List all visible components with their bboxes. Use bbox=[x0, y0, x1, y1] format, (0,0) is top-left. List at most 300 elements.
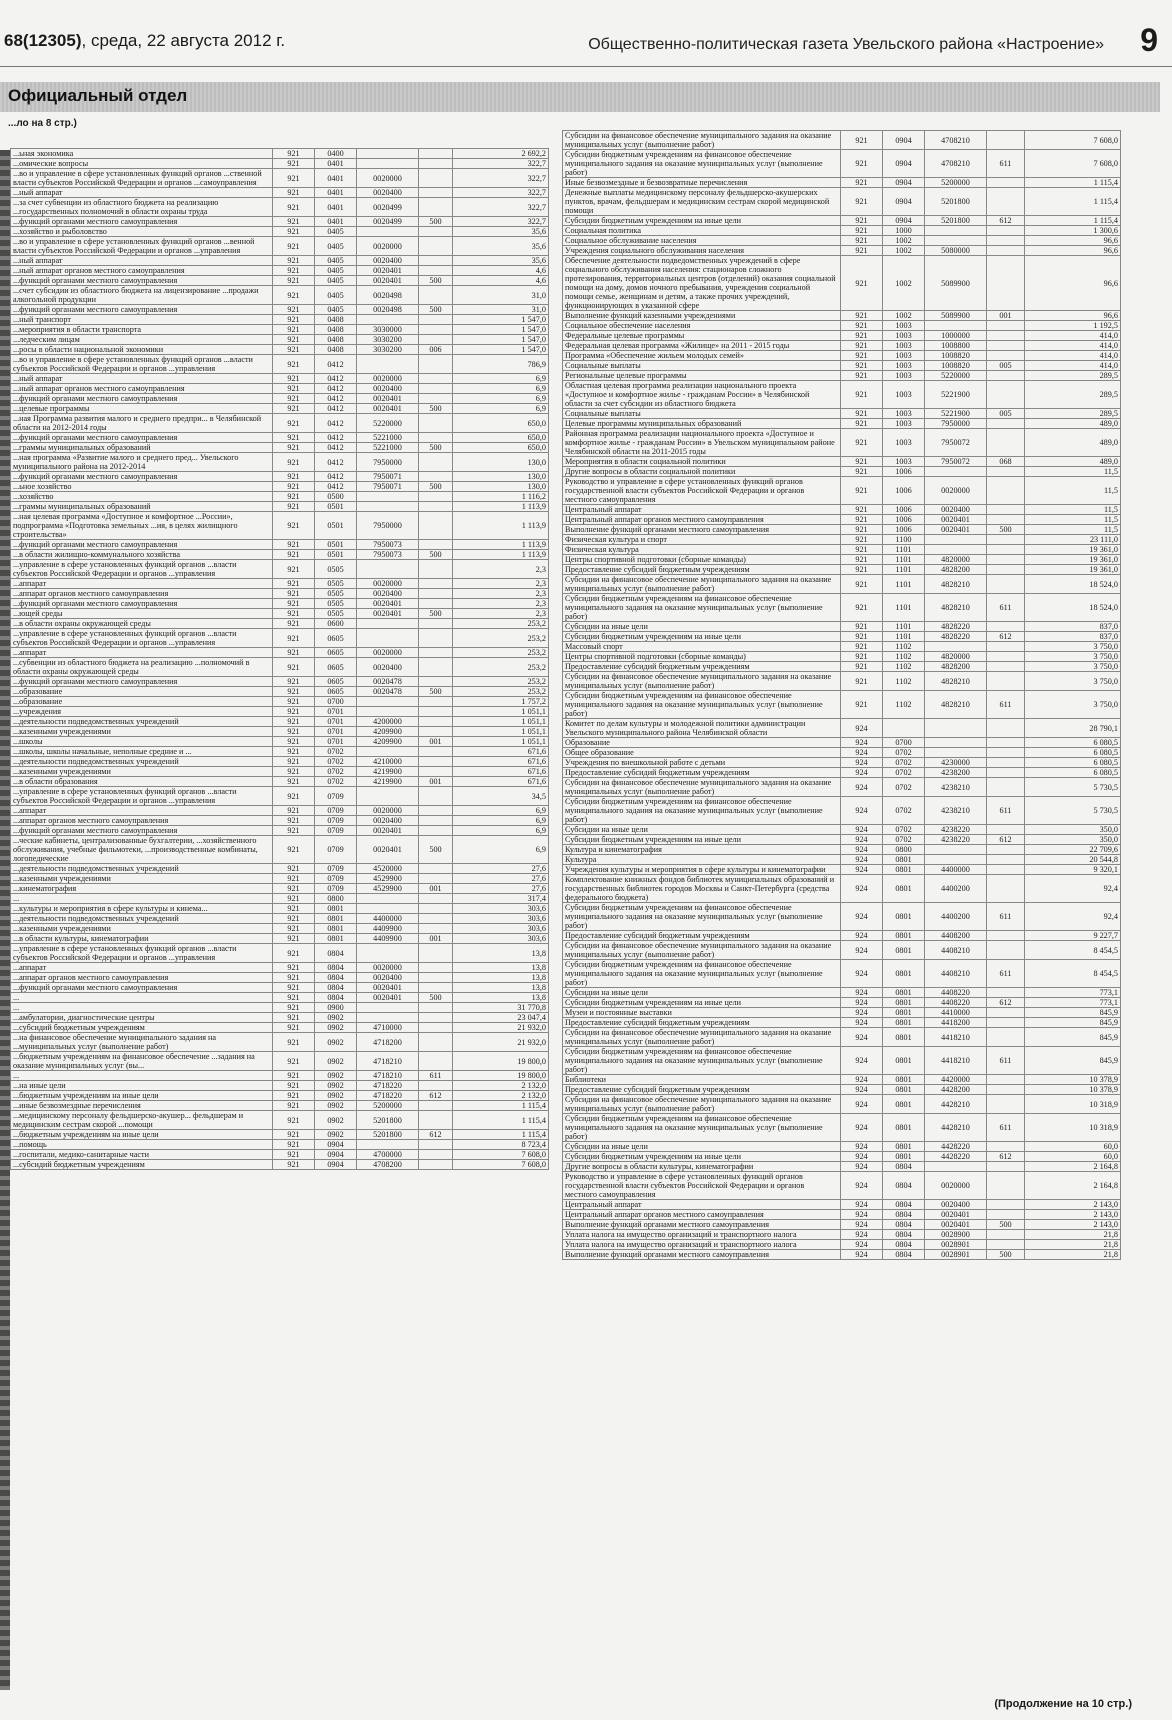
row-target: 4408220 bbox=[925, 998, 987, 1008]
row-type bbox=[419, 697, 453, 707]
row-section: 0709 bbox=[315, 816, 357, 826]
row-section: 0804 bbox=[883, 1200, 925, 1210]
row-section: 0902 bbox=[315, 1081, 357, 1091]
row-type bbox=[987, 1230, 1025, 1240]
table-row bbox=[11, 227, 549, 237]
row-type bbox=[987, 341, 1025, 351]
row-type bbox=[987, 1085, 1025, 1095]
table-row bbox=[563, 1028, 1121, 1047]
row-dept: 921 bbox=[273, 707, 315, 717]
row-section: 0412 bbox=[315, 414, 357, 433]
row-name: Центры спортивной подготовки (сборные команды) bbox=[563, 652, 841, 662]
row-section: 0702 bbox=[883, 758, 925, 768]
row-dept: 921 bbox=[841, 341, 883, 351]
row-amount: 27,6 bbox=[453, 874, 549, 884]
row-section: 1102 bbox=[883, 691, 925, 719]
row-target bbox=[925, 642, 987, 652]
row-dept: 921 bbox=[273, 1052, 315, 1071]
row-dept: 921 bbox=[841, 691, 883, 719]
table-row bbox=[11, 1023, 549, 1033]
row-dept: 924 bbox=[841, 778, 883, 797]
row-section: 1003 bbox=[883, 331, 925, 341]
row-type bbox=[419, 149, 453, 159]
row-target: 5089900 bbox=[925, 311, 987, 321]
row-dept: 921 bbox=[273, 1150, 315, 1160]
row-section: 0801 bbox=[883, 1008, 925, 1018]
row-target: 5201800 bbox=[925, 216, 987, 226]
row-name: Центры спортивной подготовки (сборные команды) bbox=[563, 555, 841, 565]
row-section: 0702 bbox=[883, 825, 925, 835]
row-amount: 414,0 bbox=[1025, 361, 1121, 371]
row-name: Субсидии бюджетным учреждениям на иные цели bbox=[563, 632, 841, 642]
row-section: 0801 bbox=[883, 1047, 925, 1075]
row-dept: 924 bbox=[841, 768, 883, 778]
row-amount: 130,0 bbox=[453, 472, 549, 482]
row-section: 0702 bbox=[883, 835, 925, 845]
row-amount: 4,6 bbox=[453, 266, 549, 276]
table-row bbox=[11, 276, 549, 286]
row-name: ...в области жилищно-коммунального хозяйства bbox=[11, 550, 273, 560]
row-section: 0801 bbox=[315, 934, 357, 944]
row-dept: 921 bbox=[841, 515, 883, 525]
row-type bbox=[419, 707, 453, 717]
row-amount: 253,2 bbox=[453, 687, 549, 697]
table-row bbox=[563, 381, 1121, 409]
row-amount: 845,9 bbox=[1025, 1028, 1121, 1047]
row-target: 0020000 bbox=[357, 169, 419, 188]
row-name: ...во и управление в сфере установленных функций органов ...ственной власти субъектов Российской Федерации и органов ...самоуправления bbox=[11, 169, 273, 188]
row-section: 0501 bbox=[315, 550, 357, 560]
row-name: ...ный транспорт bbox=[11, 315, 273, 325]
row-type bbox=[987, 381, 1025, 409]
row-section: 0501 bbox=[315, 540, 357, 550]
row-amount: 1 115,4 bbox=[1025, 188, 1121, 216]
table-row bbox=[563, 321, 1121, 331]
row-type: 500 bbox=[419, 276, 453, 286]
row-section: 1102 bbox=[883, 672, 925, 691]
row-target bbox=[357, 355, 419, 374]
row-target: 0020401 bbox=[357, 826, 419, 836]
row-amount: 253,2 bbox=[453, 677, 549, 687]
row-dept: 924 bbox=[841, 941, 883, 960]
row-type bbox=[419, 589, 453, 599]
row-dept: 921 bbox=[273, 286, 315, 305]
row-dept: 921 bbox=[273, 1130, 315, 1140]
row-target bbox=[357, 149, 419, 159]
row-type bbox=[419, 374, 453, 384]
row-type bbox=[419, 914, 453, 924]
row-section: 0400 bbox=[315, 149, 357, 159]
row-dept: 921 bbox=[273, 697, 315, 707]
row-dept: 924 bbox=[841, 1200, 883, 1210]
row-amount: 253,2 bbox=[453, 619, 549, 629]
row-section: 0804 bbox=[315, 973, 357, 983]
row-name: Предоставление субсидий бюджетным учреждениям bbox=[563, 662, 841, 672]
table-row bbox=[563, 226, 1121, 236]
row-name: Региональные целевые программы bbox=[563, 371, 841, 381]
row-dept: 921 bbox=[841, 467, 883, 477]
row-target: 4718220 bbox=[357, 1091, 419, 1101]
page-number: 9 bbox=[1140, 22, 1158, 58]
table-row bbox=[11, 315, 549, 325]
row-target: 7950000 bbox=[357, 512, 419, 540]
row-name: ...функций органами местного самоуправления bbox=[11, 394, 273, 404]
table-row bbox=[563, 457, 1121, 467]
row-amount: 845,9 bbox=[1025, 1047, 1121, 1075]
table-row bbox=[11, 609, 549, 619]
row-amount: 10 378,9 bbox=[1025, 1085, 1121, 1095]
row-name: Учреждения культуры и мероприятия в сфере культуры и кинематографии bbox=[563, 865, 841, 875]
row-section: 0702 bbox=[315, 767, 357, 777]
table-row bbox=[563, 903, 1121, 931]
row-section: 1000 bbox=[883, 226, 925, 236]
table-row bbox=[563, 672, 1121, 691]
row-section: 0902 bbox=[315, 1071, 357, 1081]
table-row bbox=[563, 825, 1121, 835]
row-amount: 289,5 bbox=[1025, 409, 1121, 419]
row-target: 4520000 bbox=[357, 864, 419, 874]
row-section: 0702 bbox=[315, 777, 357, 787]
row-dept: 921 bbox=[273, 826, 315, 836]
row-dept: 921 bbox=[841, 555, 883, 565]
row-dept: 921 bbox=[273, 777, 315, 787]
table-row bbox=[11, 884, 549, 894]
row-target: 4718210 bbox=[357, 1071, 419, 1081]
table-row bbox=[563, 1075, 1121, 1085]
row-type bbox=[987, 662, 1025, 672]
row-dept: 921 bbox=[273, 787, 315, 806]
table-row bbox=[563, 311, 1121, 321]
row-amount: 489,0 bbox=[1025, 429, 1121, 457]
row-dept: 921 bbox=[273, 453, 315, 472]
table-row bbox=[563, 1008, 1121, 1018]
row-target bbox=[357, 747, 419, 757]
row-dept: 921 bbox=[841, 622, 883, 632]
row-name: ...функций органами местного самоуправления bbox=[11, 433, 273, 443]
table-row bbox=[11, 767, 549, 777]
row-section: 0412 bbox=[315, 472, 357, 482]
row-type bbox=[419, 512, 453, 540]
row-name: Социальные выплаты bbox=[563, 409, 841, 419]
table-row bbox=[11, 492, 549, 502]
row-name: ...росы в области национальной экономики bbox=[11, 345, 273, 355]
row-amount: 671,6 bbox=[453, 767, 549, 777]
row-section: 0804 bbox=[315, 944, 357, 963]
row-section: 0702 bbox=[315, 757, 357, 767]
row-target: 4828210 bbox=[925, 691, 987, 719]
row-type: 500 bbox=[419, 550, 453, 560]
row-name: ...аппарат bbox=[11, 963, 273, 973]
row-amount: 1 547,0 bbox=[453, 345, 549, 355]
row-target: 0020400 bbox=[357, 658, 419, 677]
table-row bbox=[11, 266, 549, 276]
row-amount: 2 132,0 bbox=[453, 1091, 549, 1101]
row-section: 0801 bbox=[315, 904, 357, 914]
row-name: Предоставление субсидий бюджетным учреждениям bbox=[563, 565, 841, 575]
row-dept: 921 bbox=[273, 345, 315, 355]
row-type bbox=[987, 778, 1025, 797]
row-section: 0408 bbox=[315, 315, 357, 325]
row-target: 7950071 bbox=[357, 482, 419, 492]
row-target: 4409900 bbox=[357, 934, 419, 944]
row-target: 0020401 bbox=[357, 609, 419, 619]
row-type bbox=[419, 315, 453, 325]
row-section: 1006 bbox=[883, 515, 925, 525]
table-row bbox=[11, 717, 549, 727]
row-target: 4408220 bbox=[925, 988, 987, 998]
row-section: 0405 bbox=[315, 286, 357, 305]
row-section: 0801 bbox=[883, 1114, 925, 1142]
row-amount: 9 320,1 bbox=[1025, 865, 1121, 875]
row-name: Предоставление субсидий бюджетным учреждениям bbox=[563, 768, 841, 778]
row-name: Выполнение функций органами местного самоуправления bbox=[563, 1220, 841, 1230]
row-name: Предоставление субсидий бюджетным учреждениям bbox=[563, 1085, 841, 1095]
row-dept: 921 bbox=[841, 351, 883, 361]
row-section: 1006 bbox=[883, 505, 925, 515]
row-name: Областная целевая программа реализации национального проекта «Доступное и комфортное жилье - гражданам России» в Челябинской области за счет субсидии из областного бюджета bbox=[563, 381, 841, 409]
row-amount: 10 318,9 bbox=[1025, 1114, 1121, 1142]
table-row bbox=[11, 944, 549, 963]
row-section: 0709 bbox=[315, 884, 357, 894]
row-amount: 13,8 bbox=[453, 963, 549, 973]
row-section: 0701 bbox=[315, 707, 357, 717]
row-type bbox=[987, 768, 1025, 778]
row-target bbox=[357, 904, 419, 914]
table-row bbox=[563, 960, 1121, 988]
row-dept: 924 bbox=[841, 1172, 883, 1200]
row-name: Федеральная целевая программа «Жилище» на 2011 - 2015 годы bbox=[563, 341, 841, 351]
row-type: 500 bbox=[419, 217, 453, 227]
row-target: 4238210 bbox=[925, 778, 987, 797]
row-dept: 921 bbox=[273, 482, 315, 492]
row-dept: 921 bbox=[273, 648, 315, 658]
row-target: 3030200 bbox=[357, 345, 419, 355]
row-amount: 2 143,0 bbox=[1025, 1200, 1121, 1210]
row-dept: 921 bbox=[841, 652, 883, 662]
row-type bbox=[987, 855, 1025, 865]
row-dept: 924 bbox=[841, 855, 883, 865]
row-amount: 18 524,0 bbox=[1025, 594, 1121, 622]
row-section: 1002 bbox=[883, 311, 925, 321]
row-name: Субсидии на финансовое обеспечение муниципального задания на оказание муниципальных услуг (выполнение работ) bbox=[563, 778, 841, 797]
row-section: 0804 bbox=[883, 1250, 925, 1260]
row-amount: 28 790,1 bbox=[1025, 719, 1121, 738]
row-target: 4820000 bbox=[925, 555, 987, 565]
table-row bbox=[11, 648, 549, 658]
table-row bbox=[563, 632, 1121, 642]
row-amount: 96,6 bbox=[1025, 246, 1121, 256]
row-amount: 35,6 bbox=[453, 227, 549, 237]
table-row bbox=[563, 691, 1121, 719]
row-amount: 1 113,9 bbox=[453, 502, 549, 512]
row-dept: 921 bbox=[273, 737, 315, 747]
table-row bbox=[563, 150, 1121, 178]
row-name: ...в области культуры, кинематографии bbox=[11, 934, 273, 944]
row-section: 0904 bbox=[883, 131, 925, 150]
row-target bbox=[925, 1162, 987, 1172]
row-amount: 11,5 bbox=[1025, 477, 1121, 505]
row-name: Субсидии бюджетным учреждениям на финансовое обеспечение муниципального задания на оказание муниципальных услуг (выполнение работ) bbox=[563, 691, 841, 719]
row-amount: 322,7 bbox=[453, 198, 549, 217]
table-row bbox=[563, 1220, 1121, 1230]
row-amount: 322,7 bbox=[453, 169, 549, 188]
row-type bbox=[419, 944, 453, 963]
row-section: 0405 bbox=[315, 266, 357, 276]
row-section: 0701 bbox=[315, 727, 357, 737]
row-section: 0401 bbox=[315, 188, 357, 198]
row-target: 0020478 bbox=[357, 677, 419, 687]
table-row bbox=[563, 642, 1121, 652]
row-type bbox=[419, 826, 453, 836]
row-dept: 921 bbox=[273, 374, 315, 384]
table-row bbox=[11, 1013, 549, 1023]
row-target: 0020000 bbox=[357, 648, 419, 658]
row-type: 611 bbox=[987, 594, 1025, 622]
table-row bbox=[563, 545, 1121, 555]
row-section: 0801 bbox=[883, 931, 925, 941]
table-row bbox=[11, 472, 549, 482]
row-amount: 2 164,8 bbox=[1025, 1162, 1121, 1172]
row-amount: 289,5 bbox=[1025, 381, 1121, 409]
row-dept: 921 bbox=[273, 384, 315, 394]
row-section: 0804 bbox=[315, 963, 357, 973]
row-name: ...ьная экономика bbox=[11, 149, 273, 159]
row-name: Субсидии бюджетным учреждениям на финансовое обеспечение муниципального задания на оказание муниципальных услуг (выполнение работ) bbox=[563, 594, 841, 622]
table-row bbox=[11, 777, 549, 787]
row-target: 4408210 bbox=[925, 941, 987, 960]
row-name: Иные безвозмездные и безвозвратные перечисления bbox=[563, 178, 841, 188]
row-type bbox=[987, 1028, 1025, 1047]
row-section: 0801 bbox=[883, 875, 925, 903]
table-row bbox=[11, 1111, 549, 1130]
row-type bbox=[419, 384, 453, 394]
row-section: 0700 bbox=[315, 697, 357, 707]
row-type bbox=[987, 1018, 1025, 1028]
row-target: 0020401 bbox=[357, 404, 419, 414]
row-target: 4708200 bbox=[357, 1160, 419, 1170]
table-row bbox=[11, 934, 549, 944]
row-name: Субсидии бюджетным учреждениям на финансовое обеспечение муниципального задания на оказание муниципальных услуг (выполнение работ) bbox=[563, 903, 841, 931]
row-section: 0412 bbox=[315, 404, 357, 414]
row-type bbox=[419, 1023, 453, 1033]
row-target: 0020401 bbox=[357, 599, 419, 609]
row-name: ...школы, школы начальные, неполные средние и ... bbox=[11, 747, 273, 757]
row-dept: 921 bbox=[273, 1140, 315, 1150]
row-name: ...омические вопросы bbox=[11, 159, 273, 169]
row-name: Другие вопросы в области социальной политики bbox=[563, 467, 841, 477]
row-amount: 6,9 bbox=[453, 816, 549, 826]
row-name: ...целевые программы bbox=[11, 404, 273, 414]
row-amount: 253,2 bbox=[453, 629, 549, 648]
row-amount: 414,0 bbox=[1025, 341, 1121, 351]
row-section: 1102 bbox=[883, 662, 925, 672]
row-type bbox=[987, 875, 1025, 903]
row-dept: 924 bbox=[841, 931, 883, 941]
table-row bbox=[11, 579, 549, 589]
row-target: 4418210 bbox=[925, 1047, 987, 1075]
table-row bbox=[563, 1210, 1121, 1220]
table-row bbox=[11, 737, 549, 747]
row-section: 0801 bbox=[883, 1028, 925, 1047]
row-dept: 921 bbox=[273, 1081, 315, 1091]
row-name: ...ная программа «Развитие малого и среднего пред... Увельского муниципального района на 2012-2014 bbox=[11, 453, 273, 472]
row-name: ...функций органами местного самоуправления bbox=[11, 826, 273, 836]
row-target bbox=[357, 707, 419, 717]
row-type bbox=[987, 505, 1025, 515]
row-section: 1003 bbox=[883, 361, 925, 371]
row-target: 0028900 bbox=[925, 1230, 987, 1240]
row-target bbox=[357, 697, 419, 707]
table-row bbox=[11, 453, 549, 472]
row-section: 1101 bbox=[883, 594, 925, 622]
row-name: Субсидии на иные цели bbox=[563, 1142, 841, 1152]
row-section: 0702 bbox=[883, 797, 925, 825]
row-target bbox=[357, 1013, 419, 1023]
row-section: 1102 bbox=[883, 652, 925, 662]
row-section: 0412 bbox=[315, 443, 357, 453]
row-amount: 6 080,5 bbox=[1025, 738, 1121, 748]
row-target: 4400200 bbox=[925, 903, 987, 931]
row-dept: 921 bbox=[273, 502, 315, 512]
row-dept: 924 bbox=[841, 758, 883, 768]
row-type bbox=[419, 286, 453, 305]
row-type: 068 bbox=[987, 457, 1025, 467]
table-row bbox=[563, 719, 1121, 738]
row-section: 1006 bbox=[883, 467, 925, 477]
row-name: Субсидии бюджетным учреждениям на финансовое обеспечение муниципального задания на оказание муниципальных услуг (выполнение работ) bbox=[563, 960, 841, 988]
row-section: 0408 bbox=[315, 335, 357, 345]
row-section: 1003 bbox=[883, 409, 925, 419]
row-dept: 921 bbox=[273, 159, 315, 169]
row-name: ...ьное хозяйство bbox=[11, 482, 273, 492]
row-amount: 253,2 bbox=[453, 648, 549, 658]
row-type bbox=[419, 599, 453, 609]
row-section: 0405 bbox=[315, 256, 357, 266]
row-amount: 6 080,5 bbox=[1025, 768, 1121, 778]
row-section: 0709 bbox=[315, 864, 357, 874]
row-amount: 23 111,0 bbox=[1025, 535, 1121, 545]
row-name: Уплата налога на имущество организаций и транспортного налога bbox=[563, 1240, 841, 1250]
row-name: ...ческие кабинеты, централизованные бухгалтерии, ...хозяйственного обслуживания, учебные фильмотеки, ...производственные комбинаты, логопедические bbox=[11, 836, 273, 864]
row-section: 0801 bbox=[315, 924, 357, 934]
table-row bbox=[11, 697, 549, 707]
table-row bbox=[11, 169, 549, 188]
row-type bbox=[419, 1013, 453, 1023]
row-dept: 924 bbox=[841, 748, 883, 758]
row-amount: 786,9 bbox=[453, 355, 549, 374]
row-dept: 921 bbox=[273, 944, 315, 963]
row-dept: 921 bbox=[273, 1160, 315, 1170]
row-target: 4210000 bbox=[357, 757, 419, 767]
row-target bbox=[925, 535, 987, 545]
row-name: ...счет субсидии из областного бюджета на лицензирование ...продажи алкогольной продукции bbox=[11, 286, 273, 305]
row-amount: 7 608,0 bbox=[453, 1150, 549, 1160]
row-amount: 1 547,0 bbox=[453, 325, 549, 335]
row-dept: 921 bbox=[273, 1071, 315, 1081]
row-type bbox=[987, 535, 1025, 545]
table-row bbox=[563, 622, 1121, 632]
row-amount: 11,5 bbox=[1025, 525, 1121, 535]
row-type bbox=[419, 502, 453, 512]
row-target: 4718220 bbox=[357, 1081, 419, 1091]
row-section: 0412 bbox=[315, 384, 357, 394]
row-amount: 773,1 bbox=[1025, 998, 1121, 1008]
row-target: 0020400 bbox=[357, 256, 419, 266]
row-target: 7950073 bbox=[357, 550, 419, 560]
row-dept: 921 bbox=[841, 545, 883, 555]
row-target: 4828200 bbox=[925, 662, 987, 672]
row-amount: 3 750,0 bbox=[1025, 662, 1121, 672]
